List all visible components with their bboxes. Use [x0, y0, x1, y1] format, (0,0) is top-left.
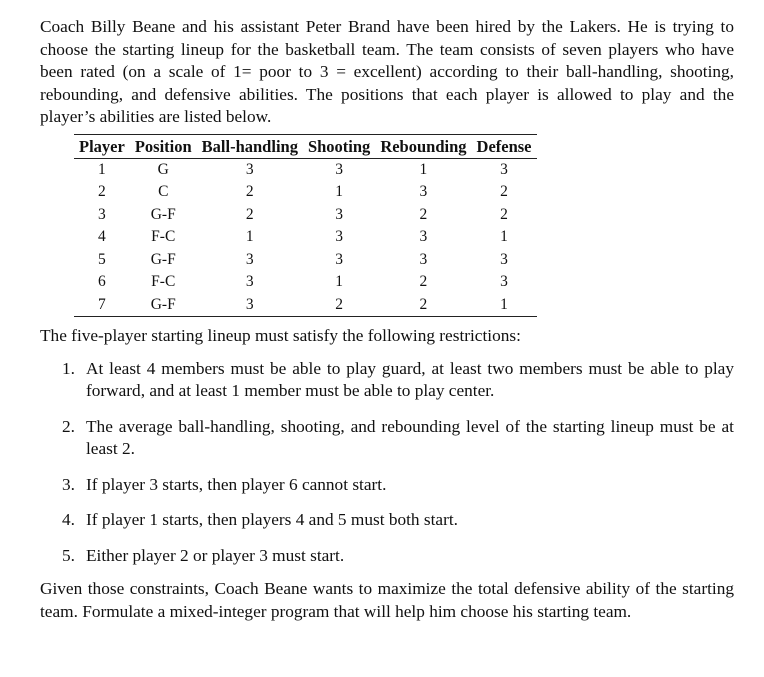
restriction-item: [40, 545, 734, 568]
header-position: Position: [134, 136, 192, 156]
restriction-number: 4.: [62, 510, 75, 529]
table-row: [74, 294, 537, 317]
cell-defense: 3: [500, 273, 508, 290]
table-row: [74, 226, 537, 249]
cell-defense: 3: [500, 250, 508, 268]
restriction-text: The average ball-handling, shooting, and rebounding level of the starting lineup must be at least 2.: [86, 416, 734, 458]
cell-position: G-F: [150, 205, 176, 223]
table-row: [74, 271, 537, 294]
cell-ball-handling: 3: [245, 250, 254, 268]
cell-rebounding: 2: [419, 273, 428, 290]
cell-player: 3: [98, 205, 106, 223]
cell-position: C: [158, 183, 169, 200]
cell-player: 1: [98, 160, 106, 178]
restrictions-intro: The five-player starting lineup must satisfy the following restrictions:: [40, 326, 521, 345]
restriction-number: 2.: [62, 416, 75, 436]
cell-shooting: 2: [335, 295, 343, 313]
cell-position: F-C: [151, 228, 176, 245]
cell-defense: 2: [500, 205, 508, 223]
cell-position: G-F: [150, 250, 176, 268]
table-row: [74, 204, 537, 227]
restriction-text: If player 3 starts, then player 6 cannot start.: [86, 474, 387, 494]
restriction-text: If player 1 starts, then players 4 and 5 must both start.: [86, 510, 458, 529]
table-header-row: [74, 134, 537, 158]
restriction-number: 1.: [62, 358, 75, 378]
cell-shooting: 3: [335, 160, 343, 178]
restriction-item: [40, 474, 734, 497]
header-rebounding: Rebounding: [380, 136, 467, 156]
cell-rebounding: 3: [419, 183, 428, 200]
cell-player: 4: [98, 228, 106, 245]
cell-ball-handling: 2: [245, 205, 254, 223]
cell-shooting: 3: [335, 205, 343, 223]
cell-player: 6: [98, 273, 106, 290]
cell-defense: 2: [500, 183, 508, 200]
player-ratings-table: [74, 134, 537, 318]
cell-rebounding: 3: [419, 228, 428, 245]
cell-position: G-F: [150, 295, 176, 313]
cell-shooting: 3: [335, 250, 343, 268]
closing-paragraph: Given those constraints, Coach Beane wants to maximize the total defensive ability of the starting team. Formulate a mixed-integer program that will help him choose his starting team.: [40, 579, 734, 621]
cell-defense: 1: [500, 295, 508, 313]
cell-rebounding: 2: [419, 295, 428, 313]
cell-defense: 1: [500, 228, 508, 245]
restriction-text: At least 4 members must be able to play guard, at least two members must be able to play forward, and at least 1 member must be able to play center.: [86, 358, 734, 400]
table-row: [74, 249, 537, 272]
table-body: [74, 158, 537, 317]
cell-position: F-C: [151, 273, 176, 290]
restriction-number: 3.: [62, 474, 75, 494]
cell-shooting: 3: [335, 228, 343, 245]
restriction-item: [40, 416, 734, 461]
cell-rebounding: 3: [419, 250, 428, 268]
cell-defense: 3: [500, 160, 508, 178]
cell-ball-handling: 3: [245, 295, 254, 313]
cell-player: 2: [98, 183, 106, 200]
header-ball-handling: Ball-handling: [201, 136, 298, 156]
restriction-text: Either player 2 or player 3 must start.: [86, 545, 345, 565]
header-defense: Defense: [476, 136, 532, 156]
table-row: [74, 158, 537, 181]
cell-rebounding: 2: [419, 205, 428, 223]
restriction-number: 5.: [62, 545, 75, 565]
cell-ball-handling: 3: [245, 273, 254, 290]
header-player: Player: [79, 136, 125, 156]
cell-shooting: 1: [335, 273, 343, 290]
cell-ball-handling: 3: [245, 160, 254, 178]
cell-position: G: [157, 160, 169, 178]
cell-player: 7: [98, 295, 106, 313]
cell-shooting: 1: [335, 183, 343, 200]
restrictions-list: [40, 358, 734, 568]
cell-ball-handling: 2: [245, 183, 254, 200]
header-shooting: Shooting: [307, 136, 371, 156]
restriction-item: [40, 509, 734, 532]
table-row: [74, 181, 537, 204]
cell-player: 5: [98, 250, 106, 268]
restriction-item: [40, 358, 734, 403]
cell-rebounding: 1: [419, 160, 428, 178]
cell-ball-handling: 1: [245, 228, 254, 245]
intro-paragraph: Coach Billy Beane and his assistant Peter Brand have been hired by the Lakers. He is trying to choose the starting lineup for the basketball team. The team consists of seven players who have been rated (on a scale of 1= poor to 3 = excellent) according to their ball-handling, shooting, rebounding, and defensive abilities. The positions that each player is allowed to play and the player’s abilities are listed below.: [40, 17, 734, 126]
